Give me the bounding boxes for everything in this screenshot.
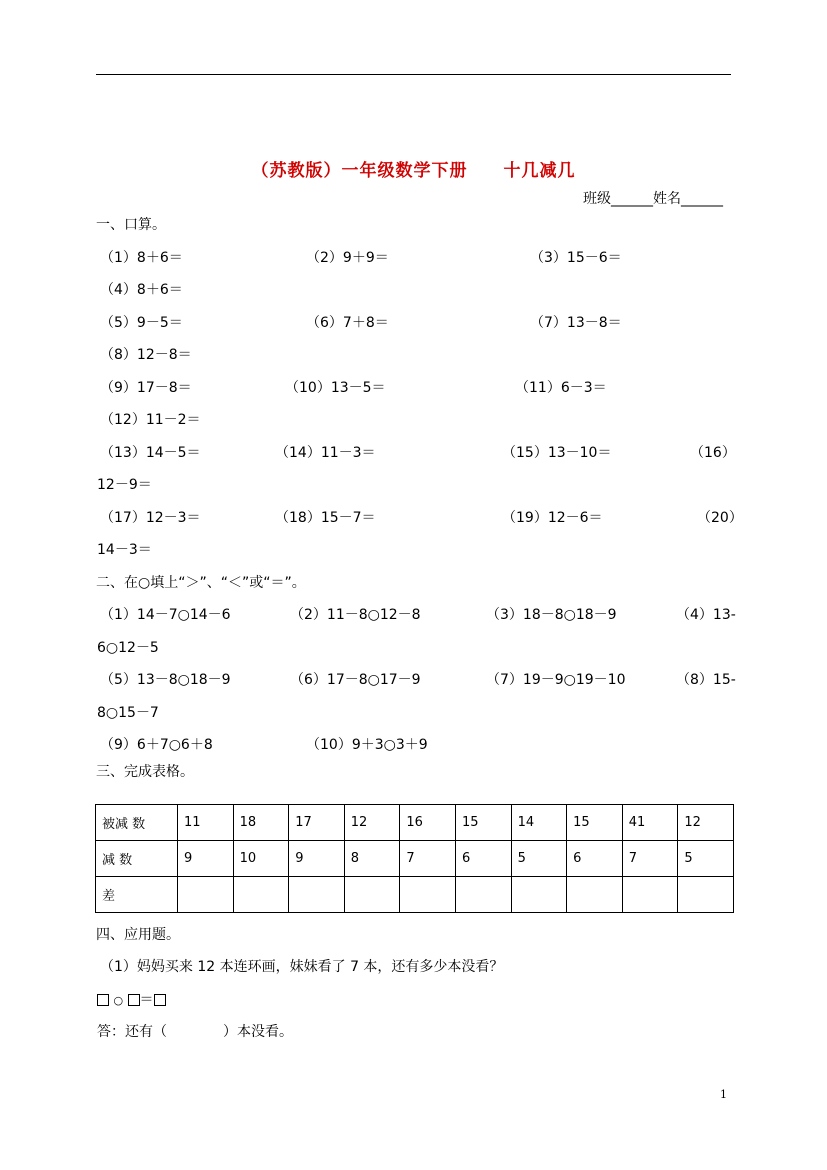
table-row-minuend [96, 805, 734, 841]
row-label: 差 [96, 877, 178, 913]
answer-cell[interactable] [622, 877, 678, 913]
table-cell: 5 [511, 841, 567, 877]
table-cell: 15 [567, 805, 623, 841]
table-cell: 5 [678, 841, 734, 877]
exercise-item: （3）15－6＝ [530, 250, 622, 266]
operator-circle[interactable]: ○ [113, 994, 124, 1007]
compare-item: （8）15- [676, 672, 736, 688]
exercise-item: （13）14－5＝ [100, 445, 201, 461]
compare-item: 8○15－7 [97, 705, 159, 721]
answer-cell[interactable] [511, 877, 567, 913]
answer-cell[interactable] [400, 877, 456, 913]
blank-box[interactable] [128, 994, 140, 1006]
table-cell: 9 [289, 841, 345, 877]
answer-sentence: 答：还有（ ）本没看。 [97, 1024, 293, 1040]
row-label: 减 数 [96, 841, 178, 877]
subtraction-table [95, 804, 734, 913]
section4-heading: 四、应用题。 [96, 927, 180, 943]
section2-heading: 二、在○填上“＞”、“＜”或“＝”。 [96, 575, 306, 591]
header-rule [96, 74, 731, 75]
table-row-subtrahend [96, 841, 734, 877]
section1-heading: 一、口算。 [96, 217, 166, 233]
exercise-item: （7）13－8＝ [530, 315, 622, 331]
exercise-item: （10）13－5＝ [285, 380, 386, 396]
exercise-item: （16） [690, 445, 736, 461]
answer-cell[interactable] [233, 877, 289, 913]
compare-item: （6）17－8○17－9 [290, 672, 421, 688]
compare-item: （2）11－8○12－8 [290, 607, 421, 623]
table-cell: 12 [678, 805, 734, 841]
exercise-item: （5）9－5＝ [100, 315, 183, 331]
table-cell: 15 [455, 805, 511, 841]
answer-cell[interactable] [178, 877, 234, 913]
table-cell: 18 [233, 805, 289, 841]
compare-item: 6○12－5 [97, 640, 159, 656]
compare-item: （5）13－8○18－9 [100, 672, 231, 688]
exercise-item: （17）12－3＝ [100, 510, 201, 526]
exercise-item: （11）6－3＝ [515, 380, 607, 396]
class-name-line: 班级______姓名______ [583, 191, 723, 207]
table-cell: 6 [567, 841, 623, 877]
exercise-item: （20） [697, 510, 743, 526]
table-cell: 14 [511, 805, 567, 841]
table-cell: 6 [455, 841, 511, 877]
exercise-item: （6）7＋8＝ [306, 315, 389, 331]
word-problem-question: （1）妈妈买来 12 本连环画，妹妹看了 7 本，还有多少本没看？ [100, 959, 504, 975]
table-cell: 11 [178, 805, 234, 841]
table-row-difference [96, 877, 734, 913]
exercise-item: （1）8＋6＝ [100, 250, 183, 266]
answer-cell[interactable] [344, 877, 400, 913]
exercise-item: （14）11－3＝ [275, 445, 376, 461]
compare-item: （7）19－9○19－10 [486, 672, 626, 688]
answer-cell[interactable] [678, 877, 734, 913]
equals-sign: ＝ [139, 992, 154, 1008]
table-cell: 8 [344, 841, 400, 877]
blank-box[interactable] [97, 994, 109, 1006]
answer-cell[interactable] [289, 877, 345, 913]
answer-cell[interactable] [567, 877, 623, 913]
answer-formula [97, 990, 166, 1011]
table-cell: 12 [344, 805, 400, 841]
exercise-item: （9）17－8＝ [100, 380, 192, 396]
page-title: （苏教版）一年级数学下册 十几减几 [251, 161, 576, 181]
exercise-item: 12－9＝ [97, 477, 152, 493]
table-cell: 7 [622, 841, 678, 877]
compare-item: （4）13- [676, 607, 736, 623]
exercise-item: （18）15－7＝ [275, 510, 376, 526]
exercise-item: （8）12－8＝ [100, 347, 192, 363]
compare-item: （9）6＋7○6＋8 [100, 737, 213, 753]
exercise-item: （4）8＋6＝ [100, 282, 183, 298]
answer-cell[interactable] [455, 877, 511, 913]
table-cell: 10 [233, 841, 289, 877]
compare-item: （1）14－7○14－6 [100, 607, 231, 623]
table-cell: 7 [400, 841, 456, 877]
compare-item: （10）9＋3○3＋9 [306, 737, 428, 753]
exercise-item: （19）12－6＝ [502, 510, 603, 526]
blank-box[interactable] [154, 994, 166, 1006]
table-cell: 9 [178, 841, 234, 877]
compare-item: （3）18－8○18－9 [486, 607, 617, 623]
exercise-item: （15）13－10＝ [502, 445, 612, 461]
table-cell: 17 [289, 805, 345, 841]
table-cell: 41 [622, 805, 678, 841]
exercise-item: （2）9＋9＝ [306, 250, 389, 266]
section3-heading: 三、完成表格。 [96, 764, 194, 780]
page-number: 1 [720, 1088, 727, 1101]
exercise-item: 14－3＝ [97, 542, 152, 558]
exercise-item: （12）11－2＝ [100, 412, 201, 428]
row-label: 被减 数 [96, 805, 178, 841]
table-cell: 16 [400, 805, 456, 841]
